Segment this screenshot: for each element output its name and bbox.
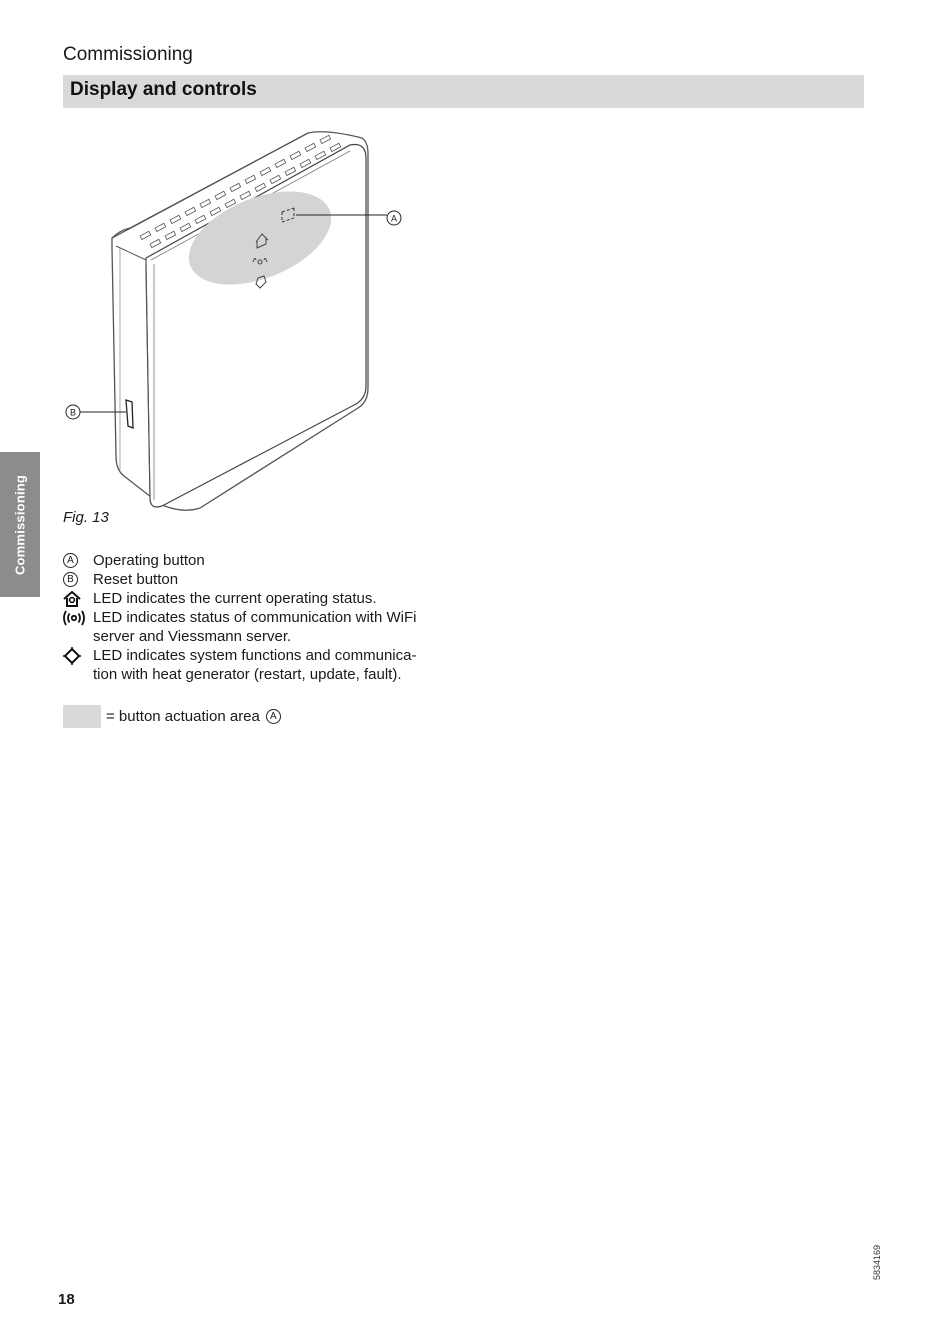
side-tab[interactable] (0, 452, 40, 597)
side-tab-label: Commissioning (12, 474, 28, 575)
legend-item-wifi-cont (63, 627, 463, 646)
circled-a-icon: A (266, 709, 281, 724)
legend-item-status (63, 589, 463, 608)
legend-item-system (63, 646, 463, 665)
device-illustration (50, 120, 410, 520)
callout-a-label: A (390, 213, 398, 224)
wifi-signal-icon (63, 610, 85, 626)
system-diamond-icon (63, 647, 81, 665)
circled-a-icon: A (63, 553, 78, 568)
legend (63, 551, 463, 684)
section-title: Commissioning (63, 44, 193, 65)
legend-item-b (63, 570, 463, 589)
figure-caption: Fig. 13 (63, 509, 109, 526)
house-status-icon (63, 591, 81, 607)
document-code: 5834169 (872, 1244, 882, 1280)
legend-item-system-cont (63, 665, 463, 684)
page-heading: Display and controls (70, 79, 257, 100)
legend-item-wifi (63, 608, 463, 627)
page-number: 18 (58, 1291, 75, 1308)
heading-bar (63, 75, 864, 108)
legend-text: Operating button (93, 552, 205, 569)
legend-text: Reset button (93, 571, 179, 588)
legend-item-a (63, 551, 463, 570)
actuation-swatch (63, 705, 101, 728)
callout-b-label: B (69, 407, 77, 418)
circled-b-icon: B (63, 572, 78, 587)
legend-text: server and Viessmann server. (93, 628, 292, 645)
legend-text: LED indicates status of communication with WiFi (93, 609, 417, 626)
actuation-text: = button actuation area (106, 708, 260, 725)
legend-text: tion with heat generator (restart, update, fault). (93, 666, 402, 683)
actuation-key (63, 705, 281, 728)
legend-text: LED indicates the current operating status. (93, 590, 377, 607)
legend-text: LED indicates system functions and communica- (93, 647, 417, 664)
